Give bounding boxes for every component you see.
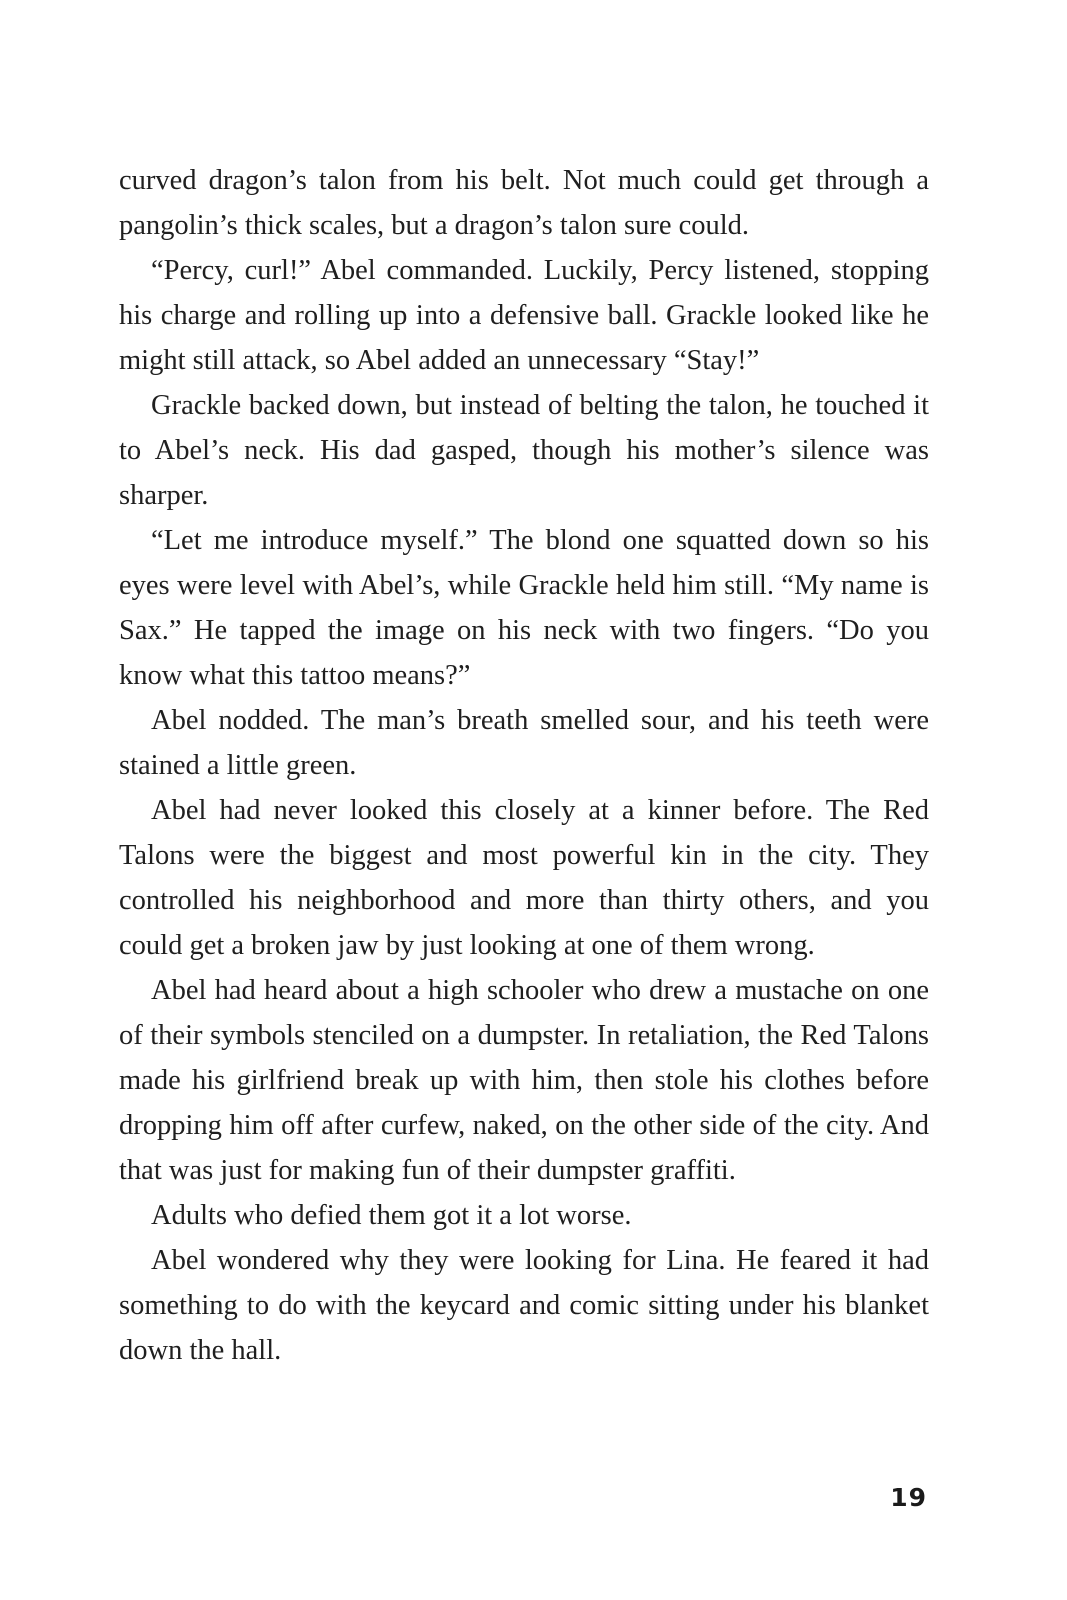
body-text [119, 158, 929, 1373]
paragraph: curved dragon’s talon from his belt. Not much could get through a pangolin’s thick scales, but a dragon’s talon sure could. [119, 165, 929, 241]
paragraph: Abel wondered why they were looking for Lina. He feared it had something to do with the keycard and comic sitting under his blanket down the hall. [119, 1245, 929, 1366]
paragraph: Abel nodded. The man’s breath smelled sour, and his teeth were stained a little green. [119, 705, 929, 781]
paragraph: Adults who defied them got it a lot worse. [151, 1200, 632, 1231]
paragraph: “Percy, curl!” Abel commanded. Luckily, Percy listened, stopping his charge and rolling up into a defensive ball. Grackle looked like he might still attack, so Abel added an unnecessary “Stay!” [119, 255, 929, 376]
paragraph: “Let me introduce myself.” The blond one squatted down so his eyes were level with Abel’s, while Grackle held him still. “My name is Sax.” He tapped the image on his neck with two fingers. “Do you know what this tattoo means?” [119, 525, 929, 691]
page-number: 19 [890, 1483, 927, 1512]
paragraph: Abel had never looked this closely at a kinner before. The Red Talons were the biggest and most powerful kin in the city. They controlled his neighborhood and more than thirty others, and you could get a broken jaw by just looking at one of them wrong. [119, 795, 929, 961]
paragraph: Abel had heard about a high schooler who drew a mustache on one of their symbols stenciled on a dumpster. In retaliation, the Red Talons made his girlfriend break up with him, then stole his clothes before dropping him off after curfew, naked, on the other side of the city. And that was just for making fun of their dumpster graffiti. [119, 975, 929, 1186]
paragraph: Grackle backed down, but instead of belting the talon, he touched it to Abel’s neck. His dad gasped, though his mother’s silence was sharper. [119, 390, 929, 511]
